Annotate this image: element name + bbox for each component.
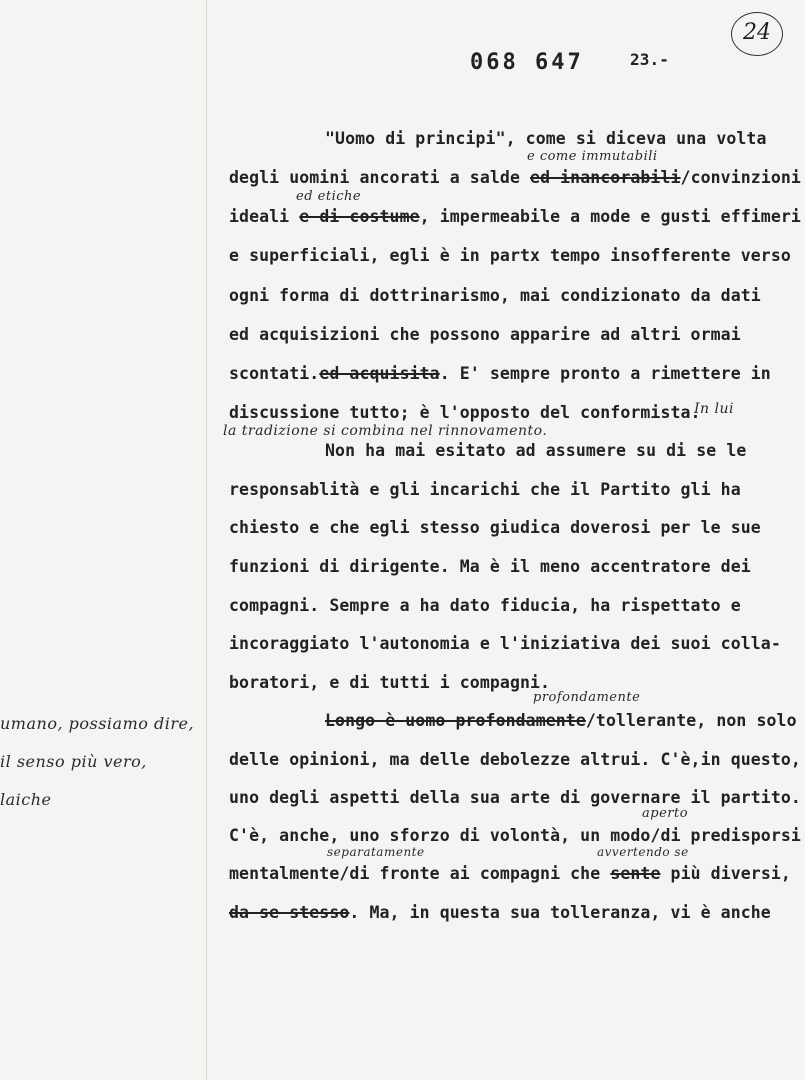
page-fold-line (206, 0, 207, 1080)
handwritten-insert-1: e come immutabili (527, 149, 658, 164)
handwritten-insert-3b: la tradizione si combina nel rinnovamento. (223, 423, 548, 439)
p1-line-8: discussione tutto; è l'opposto del conformista. (229, 403, 701, 422)
p3-line-2: delle opinioni, ma delle debolezze altrui. C'è,in questo, (229, 750, 801, 769)
struck-text-5: sente (610, 864, 661, 883)
folio-text: 24 (743, 20, 771, 45)
handwritten-insert-2: ed etiche (296, 189, 362, 204)
p3-line-6-end: . Ma, in questa sua tolleranza, vi è anche (349, 903, 771, 922)
p3-line-5-end: più diversi, (670, 864, 791, 883)
p3-line-1-end: /tollerante, non solo (585, 711, 797, 730)
page-number: 23.- (630, 50, 669, 69)
p1-line-3-end: , impermeabile a mode e gusti effimeri (419, 207, 801, 226)
p2-line-6: incoraggiato l'autonomia e l'iniziativa dei suoi colla- (229, 634, 781, 653)
p3-line-6 (229, 903, 771, 922)
p2-line-2: responsablità e gli incarichi che il Partito gli ha (229, 480, 741, 499)
struck-text-1: ed inancorabili (530, 168, 681, 187)
struck-text-3: ed acquisita (319, 364, 440, 383)
struck-text-2: e di costume (299, 207, 420, 226)
p3-line-5 (229, 864, 791, 883)
p1-line-2-end: /convinzioni (680, 168, 801, 187)
handwritten-insert-6: separatamente (327, 845, 425, 859)
p2-line-5: compagni. Sempre a ha dato fiducia, ha rispettato e (229, 596, 741, 615)
p1-line-1: "Uomo di principi", come si diceva una volta (325, 129, 767, 148)
p1-line-7-text: scontati. (229, 364, 320, 383)
margin-note-line-2: il senso più vero, (0, 752, 147, 771)
p2-line-4: funzioni di dirigente. Ma è il meno accentratore dei (229, 557, 751, 576)
p1-line-3-text: ideali (229, 207, 290, 226)
p2-line-3: chiesto e che egli stesso giudica doverosi per le sue (229, 518, 761, 537)
p3-line-1 (325, 711, 797, 730)
p2-line-1: Non ha mai esitato ad assumere su di se le (325, 441, 747, 460)
p1-line-5: ogni forma di dottrinarismo, mai condizionato da dati (229, 286, 761, 305)
handwritten-insert-7: avvertendo se (597, 845, 689, 859)
p1-line-4: e superficiali, egli è in partx tempo insofferente verso (229, 246, 791, 265)
handwritten-insert-3a: In lui (694, 401, 734, 417)
p2-line-7: boratori, e di tutti i compagni. (229, 673, 551, 692)
p3-line-3: uno degli aspetti della sua arte di governare il partito. (229, 788, 801, 807)
document-number: 068 647 (470, 50, 584, 75)
handwritten-insert-4: profondamente (533, 690, 641, 705)
margin-note-line-1: umano, possiamo dire, (0, 714, 195, 733)
circled-folio-number (731, 12, 783, 56)
p3-line-4: C'è, anche, uno sforzo di volontà, un modo/di predisporsi (229, 826, 801, 845)
p1-line-7-end: . E' sempre pronto a rimettere in (439, 364, 771, 383)
struck-text-6: da se stesso (229, 903, 350, 922)
handwritten-insert-5: aperto (642, 806, 689, 821)
p1-line-7 (229, 364, 771, 383)
p1-line-6: ed acquisizioni che possono apparire ad altri ormai (229, 325, 741, 344)
p1-line-2 (229, 168, 801, 187)
margin-note-line-3: laiche (0, 790, 52, 809)
p1-line-3 (229, 207, 801, 226)
p1-line-2-text: degli uomini ancorati a salde (229, 168, 520, 187)
struck-text-4: Longo è uomo profondamente (325, 711, 586, 730)
p3-line-5-text: mentalmente/di fronte ai compagni che (229, 864, 601, 883)
